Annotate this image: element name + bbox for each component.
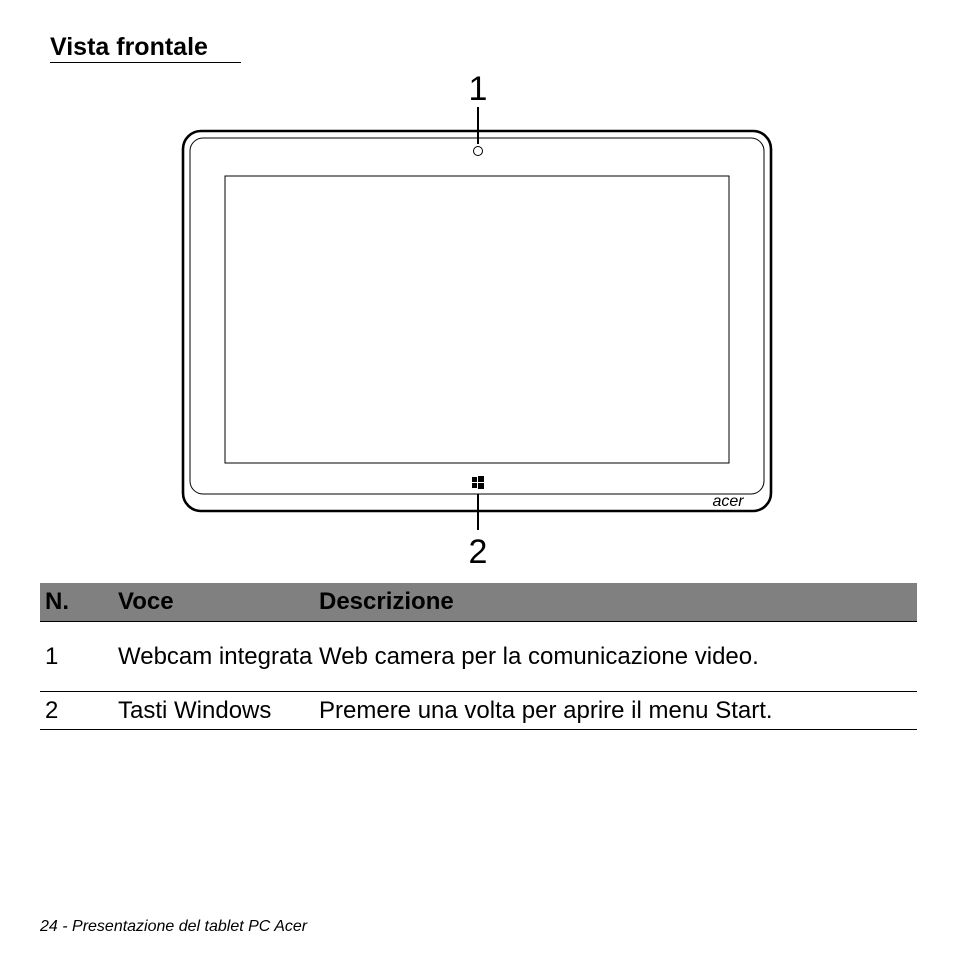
header-n: N. xyxy=(40,583,113,622)
parts-table xyxy=(40,583,917,730)
header-descrizione: Descrizione xyxy=(314,583,917,622)
cell-n: 2 xyxy=(40,692,113,730)
cell-voce: Tasti Windows xyxy=(113,692,314,730)
callout-1-label: 1 xyxy=(468,70,488,108)
section-title: Vista frontale xyxy=(50,33,208,61)
cell-n: 1 xyxy=(40,622,113,692)
header-voce: Voce xyxy=(113,583,314,622)
tablet-screen xyxy=(225,176,729,463)
table-row xyxy=(40,622,917,692)
acer-logo: acer xyxy=(712,493,744,510)
callout-2-label: 2 xyxy=(468,533,488,571)
cell-descrizione: Premere una volta per aprire il menu Start. xyxy=(314,692,917,730)
cell-voce: Webcam integrata xyxy=(113,622,314,692)
webcam-icon xyxy=(474,147,483,156)
page-footer: 24 - Presentazione del tablet PC Acer xyxy=(40,918,308,935)
table-row xyxy=(40,692,917,730)
cell-descrizione: Web camera per la comunicazione video. xyxy=(314,622,917,692)
table-header-row xyxy=(40,583,917,622)
